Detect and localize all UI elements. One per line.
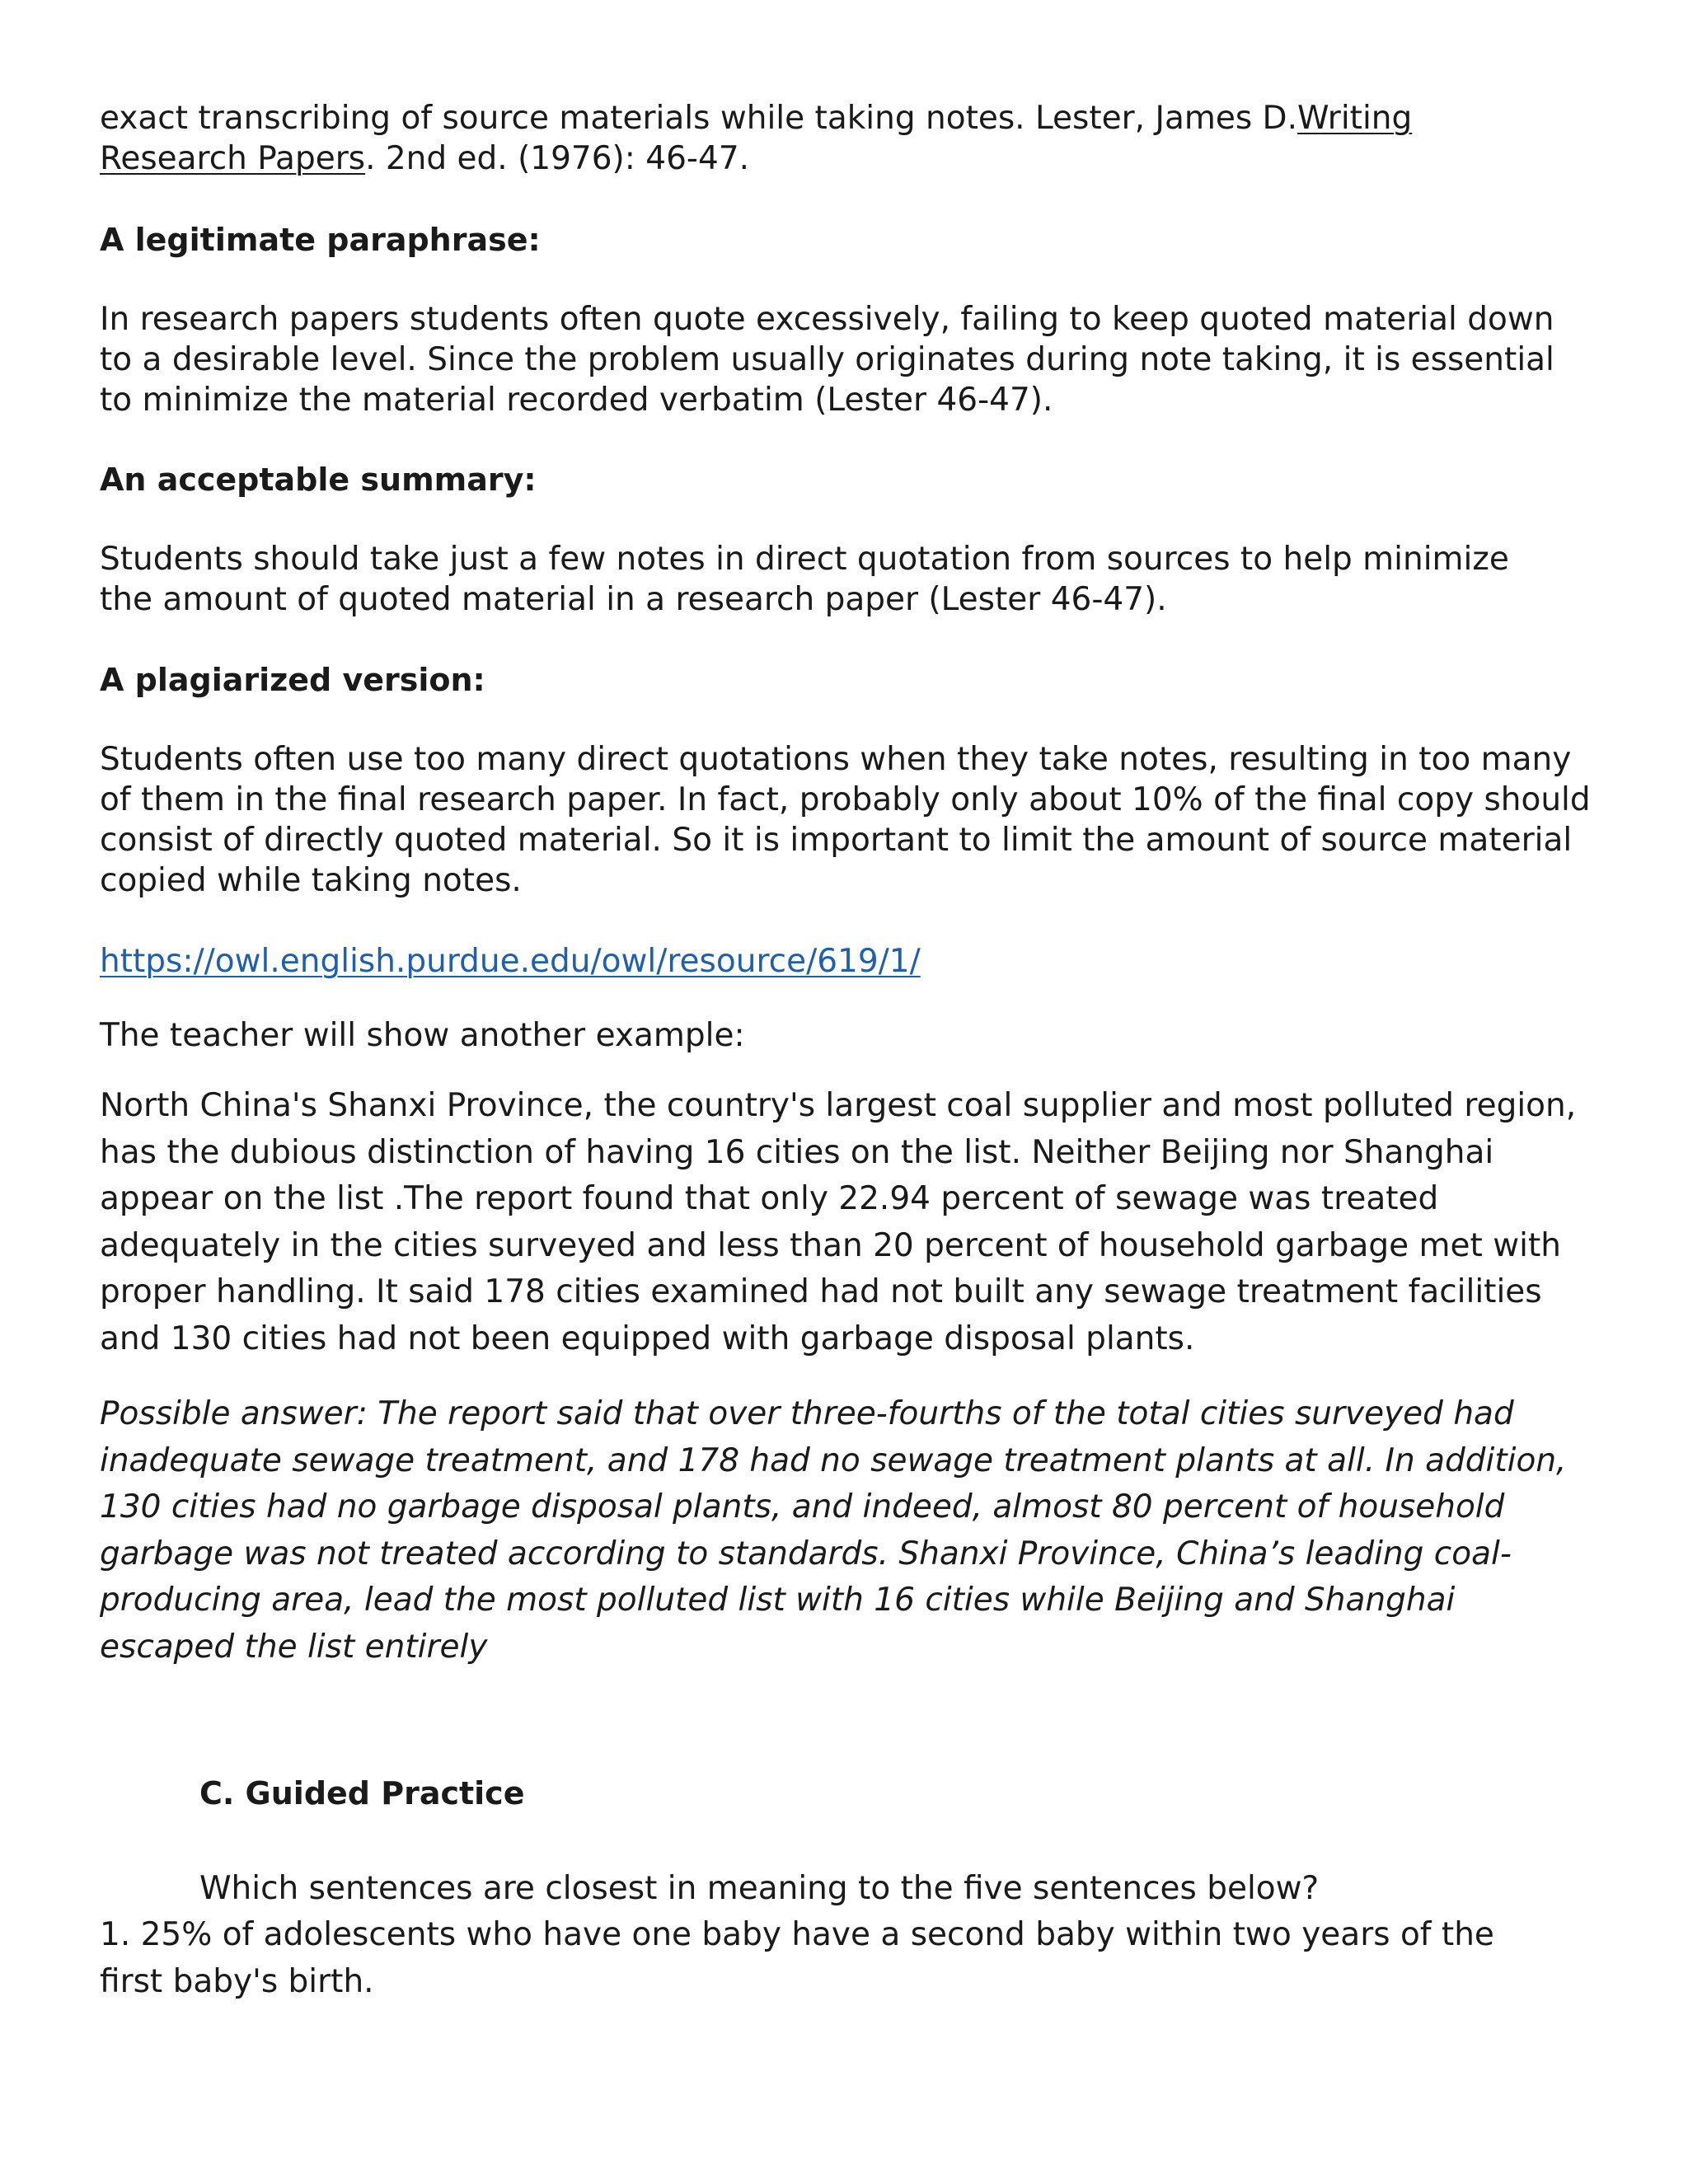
document-page bbox=[100, 0, 1600, 2184]
source-link-paragraph bbox=[100, 941, 1600, 982]
summary-body: Students should take just a few notes in direct quotation from sources to help minimize the amount of quoted material in a research paper (Lester 46-47). bbox=[100, 541, 1509, 618]
possible-answer: Possible answer: The report said that over three-fourths of the total cities surveyed had inadequate sewage treatment, and 178 had no sewage treatment plants at all. In addition, 130 cities had no garbage disposal plants, and indeed, almost 80 percent of household garbage was not treated according to standards. Shanxi Province, China’s leading coal-producing area, lead the most polluted list with 16 cities while Beijing and Shanghai escaped the list entirely bbox=[100, 1395, 1567, 1666]
intro-citation bbox=[100, 98, 1550, 179]
summary-heading: An acceptable summary: bbox=[100, 462, 537, 498]
intro-text-before: exact transcribing of source materials while taking notes. Lester, James D. bbox=[100, 100, 1297, 137]
book-title: Writing Research Papers bbox=[100, 100, 1413, 177]
intro-text-after: . 2nd ed. (1976): 46-47. bbox=[365, 140, 750, 177]
practice-item-1: 1. 25% of adolescents who have one baby have a second baby within two years of the first baby's birth. bbox=[100, 1916, 1494, 2000]
paraphrase-body: In research papers students often quote excessively, failing to keep quoted material down to a desirable level. Since the problem usually originates during note taking, it is essential to minimize the material recorded verbatim (Lester 46-47). bbox=[100, 301, 1554, 419]
teacher-example-passage: North China's Shanxi Province, the country's largest coal supplier and most polluted region, has the dubious distinction of having 16 cities on the list. Neither Beijing nor Shanghai appear on the list .The report found that only 22.94 percent of sewage was treated adequately in the cities surveyed and less than 20 percent of household garbage met with proper handling. It said 178 cities examined had not built any sewage treatment facilities and 130 cities had not been equipped with garbage disposal plants. bbox=[100, 1087, 1577, 1357]
paraphrase-heading: A legitimate paraphrase: bbox=[100, 222, 541, 258]
source-link[interactable]: https://owl.english.purdue.edu/owl/resource/619/1/ bbox=[100, 943, 921, 980]
teacher-example-intro: The teacher will show another example: bbox=[100, 1017, 745, 1054]
guided-practice-heading: C. Guided Practice bbox=[199, 1775, 525, 1811]
plagiarized-body: Students often use too many direct quotations when they take notes, resulting in too many of them in the final research paper. In fact, probably only about 10% of the final copy should consist of directly quoted material. So it is important to limit the amount of source material copied while taking notes. bbox=[100, 741, 1591, 899]
plagiarized-heading: A plagiarized version: bbox=[100, 662, 485, 698]
guided-practice-question: Which sentences are closest in meaning to the five sentences below? bbox=[199, 1870, 1320, 1907]
